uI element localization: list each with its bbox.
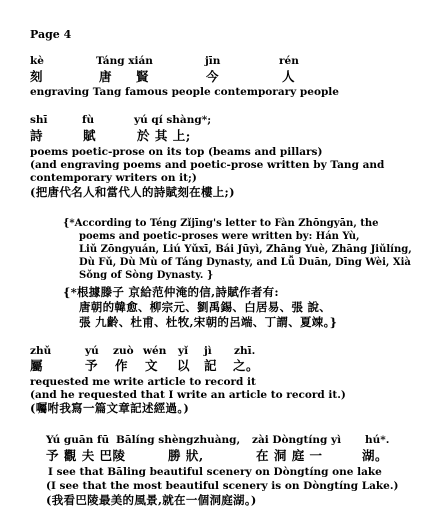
hanzi-ji: 記 <box>204 358 218 373</box>
pinyin-yu-qi-shang: yú qí shàng*; <box>134 114 212 126</box>
english-gloss: engraving Tang famous people contemporary people <box>30 86 339 98</box>
pinyin-zhu: zhǔ <box>30 345 52 357</box>
hanzi-yu-qi-shang: 於 其 上; <box>137 128 191 143</box>
hanzi-yu: 予 <box>85 358 99 373</box>
pinyin-ren: rén <box>279 55 299 67</box>
hanzi-ren: 人 <box>282 69 296 84</box>
pinyin-shi: shī <box>30 114 48 126</box>
pinyin-ji: jì <box>204 345 212 357</box>
pinyin-baling-shengzhuang: Bālíng shèngzhuàng, <box>116 434 241 446</box>
pinyin-yi: yǐ <box>178 345 189 357</box>
hanzi-zhu: 屬 <box>30 358 44 373</box>
chinese-translation: (我看巴陵最美的風景,就在一個洞庭湖。) <box>46 493 257 507</box>
pinyin-zhi: zhī. <box>234 345 256 357</box>
footnote-zh-2: 唐朝的韓愈、柳宗元、劉禹錫、白居易、張 說、 <box>79 300 332 314</box>
hanzi-xian: 賢 <box>136 69 150 84</box>
footnote-en-1: {*According to Téng Zǐjīng's letter to Fàn Zhōngyān, the <box>63 218 379 229</box>
pinyin-tang-xian: Táng xián <box>96 55 153 67</box>
footnote-zh-1: {*根據滕子 京給范仲淹的信,詩賦作者有: <box>63 285 279 299</box>
footnote-en-2: poems and poetic-proses were written by: Hán Yù, <box>79 231 360 242</box>
hanzi-wen: 文 <box>145 358 159 373</box>
hanzi-zuo: 作 <box>115 358 129 373</box>
pinyin-zuo: zuò <box>113 345 134 357</box>
english-gloss: poems poetic-prose on its top (beams and pillars) <box>30 146 323 158</box>
hanzi-jin: 今 <box>206 69 220 84</box>
pinyin-wen: wén <box>143 345 167 357</box>
chinese-translation: (把唐代名人和當代人的詩賦刻在樓上;) <box>30 185 235 199</box>
english-gloss: I see that Bāling beautiful scenery on Dòngtíng one lake <box>48 466 382 478</box>
english-translation-1: (and engraving poems and poetic-prose written by Tang and <box>30 159 385 171</box>
english-gloss: requested me write article to record it <box>30 376 256 388</box>
english-translation-2: contemporary writers on it;) <box>30 172 197 184</box>
hanzi-tang: 唐 <box>99 69 113 84</box>
chinese-translation: (囑咐我寫一篇文章記述經過。) <box>30 401 190 415</box>
footnote-en-5: Sǒng of Sòng Dynasty. } <box>79 270 214 281</box>
hanzi-ke: 刻 <box>30 69 44 84</box>
hanzi-zai-dongting-yi: 在 洞 庭 一 <box>256 448 323 463</box>
hanzi-yi: 以 <box>177 358 191 373</box>
english-translation: (and he requested that I write an article to record it.) <box>30 389 346 401</box>
footnote-zh-3: 張 九齡、杜甫、杜牧,宋朝的呂端、丁謂、夏竦。} <box>79 315 338 329</box>
pinyin-zai-dongting-yi: zài Dòngtíng yì <box>252 434 342 446</box>
pinyin-fu: fù <box>82 114 95 126</box>
english-translation: (I see that the most beautiful scenery is on Dòngtíng Lake.) <box>46 480 399 492</box>
pinyin-ke: kè <box>30 55 44 67</box>
hanzi-yu-guan-fu-baling: 予 觀 夫 巴陵 <box>46 448 126 463</box>
hanzi-hu: 湖。 <box>362 448 389 463</box>
pinyin-yu-guan-fu: Yú guān fū <box>46 434 110 446</box>
footnote-en-3: Liǔ Zōngyuán, Liú Yǔxī, Bái Jūyì, Zhāng Yuè, Zhāng Jiǔlíng, <box>79 244 412 255</box>
page-label: Page 4 <box>30 28 72 41</box>
hanzi-zhi: 之。 <box>233 358 260 373</box>
pinyin-yu: yú <box>85 345 99 357</box>
hanzi-shi: 詩 <box>30 128 44 143</box>
pinyin-hu: hú*. <box>365 434 390 446</box>
hanzi-fu: 賦 <box>83 128 97 143</box>
footnote-en-4: Dù Fǔ, Dù Mù of Táng Dynasty, and Lǚ Duān, Dīng Wèi, Xià <box>79 257 411 268</box>
pinyin-jin: jīn <box>205 55 221 67</box>
hanzi-sheng-zhuang: 勝 狀, <box>168 448 204 463</box>
